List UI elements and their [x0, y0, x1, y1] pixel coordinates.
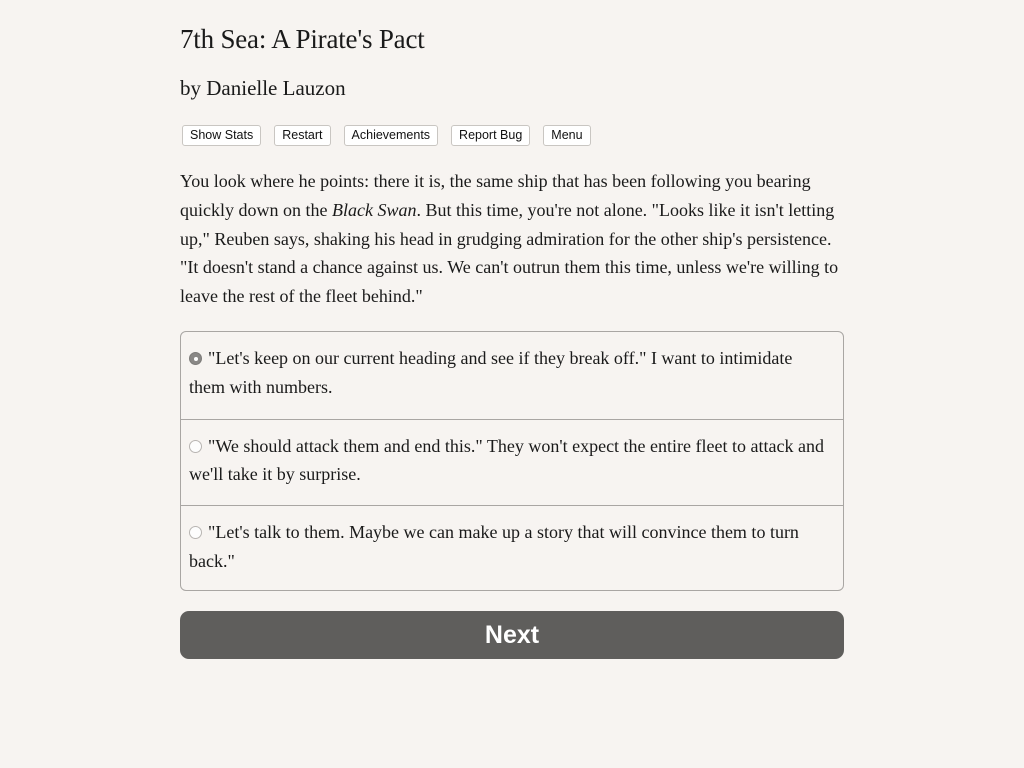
radio-button[interactable] [189, 526, 202, 539]
radio-button[interactable] [189, 440, 202, 453]
next-button[interactable]: Next [180, 611, 844, 659]
toolbar [182, 125, 591, 146]
achievements-button[interactable]: Achievements [344, 125, 439, 146]
game-title: 7th Sea: A Pirate's Pact [180, 24, 425, 54]
story-passage [180, 167, 844, 311]
choice-label: "Let's talk to them. Maybe we can make up a story that will convince them to turn back." [189, 522, 799, 571]
choice-label: "We should attack them and end this." They won't expect the entire fleet to attack and we'll take it by surprise. [189, 435, 824, 485]
show-stats-button[interactable]: Show Stats [182, 125, 261, 146]
report-bug-button[interactable]: Report Bug [451, 125, 530, 146]
game-author: by Danielle Lauzon [180, 76, 346, 100]
choice-label: "Let's keep on our current heading and see if they break off." I want to intimidate them with numbers. [189, 348, 793, 397]
passage-text-2: . But this time, you're not alone. "Looks like it isn't letting up," Reuben says, shaking his head in grudging admiration for the other ship's persistence. "It doesn't stand a chance against us. We can't outrun them this time, unless we're willing to leave the rest of the fleet behind." [180, 199, 839, 307]
choice-list [180, 331, 844, 591]
choice-option-2[interactable] [181, 419, 843, 506]
menu-button[interactable]: Menu [543, 125, 590, 146]
ship-name: Black Swan [331, 199, 417, 220]
choice-option-3[interactable] [181, 505, 843, 591]
passage-text-1: You look where he points: there it is, the same ship that has been following you bearing quickly down on the [180, 171, 811, 220]
restart-button[interactable]: Restart [274, 125, 330, 146]
choice-option-1[interactable] [181, 332, 843, 419]
radio-button-selected[interactable] [189, 352, 202, 365]
